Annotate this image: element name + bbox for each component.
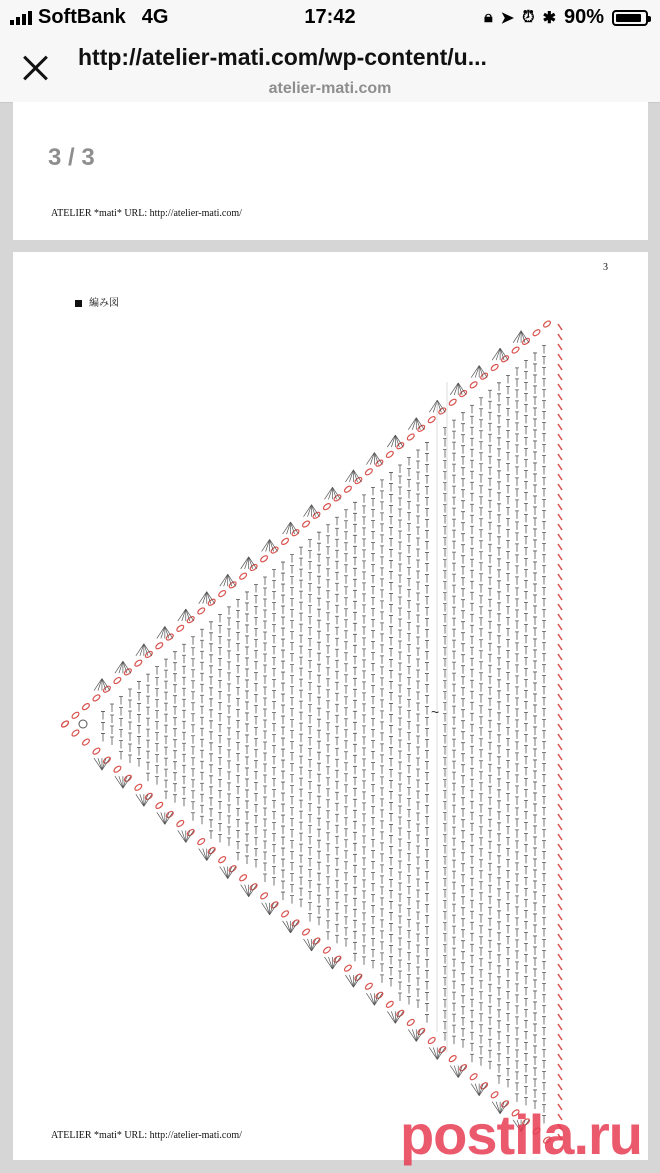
battery-percent: 90% <box>563 6 604 28</box>
orientation-lock-icon: 🔒︎ <box>484 8 493 26</box>
page-footer-bottom: ATELIER *mati* URL: http://atelier-mati.com/ <box>51 1130 242 1141</box>
pdf-page-summary <box>13 102 648 240</box>
carrier-name: SoftBank <box>38 6 126 28</box>
crochet-diagram <box>13 252 648 1160</box>
battery-fill <box>616 14 641 22</box>
alarm-icon: ⏰︎ <box>522 8 535 26</box>
network-type: 4G <box>141 6 169 28</box>
url-header <box>0 34 660 103</box>
watermark-logo: postila.ru <box>399 1103 642 1166</box>
bluetooth-icon: ✱ <box>542 9 556 27</box>
location-icon: ➤ <box>500 9 515 27</box>
section-heading: 編み図 <box>75 294 119 309</box>
page-footer: ATELIER *mati* URL: http://atelier-mati.com/ <box>51 208 242 219</box>
page-domain: atelier-mati.com <box>268 80 392 97</box>
status-bar <box>0 0 660 34</box>
continuation-tilde: ~ <box>431 704 440 720</box>
page-indicator: 3 / 3 <box>48 144 95 171</box>
pdf-page-3 <box>13 252 648 1160</box>
battery-icon <box>612 10 648 26</box>
page-url[interactable]: http://atelier-mati.com/wp-content/u... <box>78 44 487 70</box>
clock: 17:42 <box>304 6 356 28</box>
page-number: 3 <box>603 262 608 273</box>
